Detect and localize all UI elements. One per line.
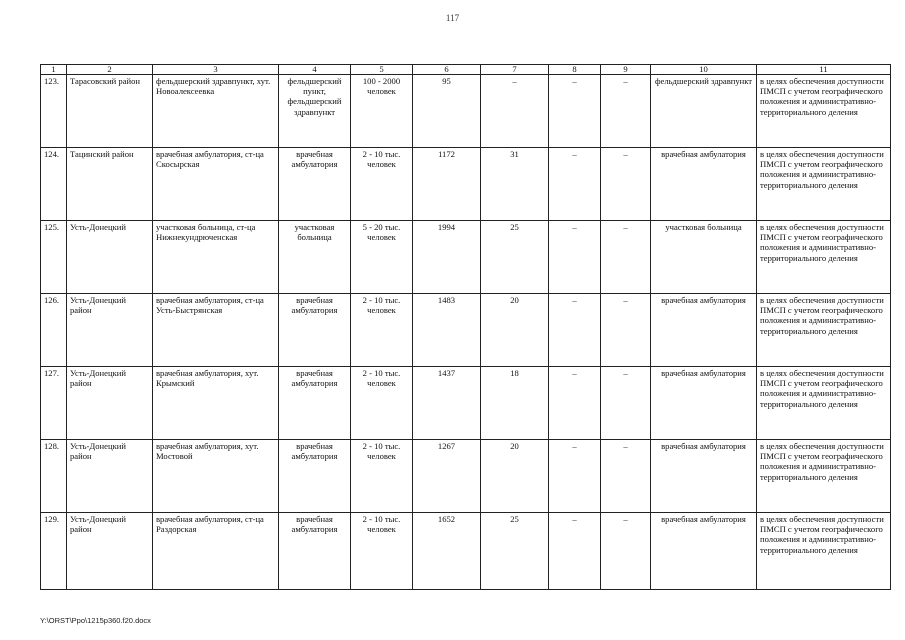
recommended-type-cell: врачебная амбулатория xyxy=(651,148,757,221)
population-count-cell: 1994 xyxy=(413,221,481,294)
justification-cell: в целях обеспечения доступности ПМСП с учетом географического положения и административно-территориального деления xyxy=(757,148,891,221)
facility-name-cell: врачебная амбулатория, хут. Крымский xyxy=(153,367,279,440)
district-cell: Усть-Донецкий район xyxy=(67,367,153,440)
table-row xyxy=(41,221,891,294)
header-row xyxy=(41,65,891,75)
population-count-cell: 1652 xyxy=(413,513,481,590)
population-range-cell: 5 - 20 тыс. человек xyxy=(351,221,413,294)
district-cell: Тарасовский район xyxy=(67,75,153,148)
footer-file-path: Y:\ORST\Ppo\1215p360.f20.docx xyxy=(40,616,151,625)
column-header: 9 xyxy=(601,65,651,75)
distance-km-cell: – xyxy=(481,75,549,148)
row-number-cell: 127. xyxy=(41,367,67,440)
column-header: 1 xyxy=(41,65,67,75)
justification-cell: в целях обеспечения доступности ПМСП с учетом географического положения и административно-территориального деления xyxy=(757,221,891,294)
justification-cell: в целях обеспечения доступности ПМСП с учетом географического положения и административно-территориального деления xyxy=(757,513,891,590)
row-number-cell: 123. xyxy=(41,75,67,148)
table-row xyxy=(41,294,891,367)
table-row xyxy=(41,513,891,590)
facility-type-cell: врачебная амбулатория xyxy=(279,367,351,440)
population-count-cell: 1267 xyxy=(413,440,481,513)
column-header: 8 xyxy=(549,65,601,75)
population-count-cell: 1483 xyxy=(413,294,481,367)
population-range-cell: 100 - 2000 человек xyxy=(351,75,413,148)
distance-km-cell: 25 xyxy=(481,221,549,294)
page-number: 117 xyxy=(445,13,460,23)
district-cell: Усть-Донецкий xyxy=(67,221,153,294)
value-col-9-cell: – xyxy=(601,148,651,221)
population-range-cell: 2 - 10 тыс. человек xyxy=(351,440,413,513)
recommended-type-cell: врачебная амбулатория xyxy=(651,294,757,367)
facility-name-cell: врачебная амбулатория, ст-ца Усть-Быстрянская xyxy=(153,294,279,367)
population-range-cell: 2 - 10 тыс. человек xyxy=(351,148,413,221)
value-col-8-cell: – xyxy=(549,294,601,367)
column-header: 4 xyxy=(279,65,351,75)
row-number-cell: 126. xyxy=(41,294,67,367)
facility-type-cell: врачебная амбулатория xyxy=(279,440,351,513)
value-col-8-cell: – xyxy=(549,221,601,294)
column-header: 5 xyxy=(351,65,413,75)
value-col-9-cell: – xyxy=(601,75,651,148)
value-col-9-cell: – xyxy=(601,367,651,440)
district-cell: Усть-Донецкий район xyxy=(67,294,153,367)
justification-cell: в целях обеспечения доступности ПМСП с учетом географического положения и административно-территориального деления xyxy=(757,440,891,513)
population-count-cell: 1437 xyxy=(413,367,481,440)
value-col-8-cell: – xyxy=(549,513,601,590)
district-cell: Усть-Донецкий район xyxy=(67,513,153,590)
column-header: 3 xyxy=(153,65,279,75)
value-col-8-cell: – xyxy=(549,440,601,513)
population-count-cell: 1172 xyxy=(413,148,481,221)
value-col-8-cell: – xyxy=(549,75,601,148)
population-range-cell: 2 - 10 тыс. человек xyxy=(351,294,413,367)
distance-km-cell: 20 xyxy=(481,294,549,367)
table-row xyxy=(41,75,891,148)
row-number-cell: 128. xyxy=(41,440,67,513)
facilities-table xyxy=(40,64,891,590)
justification-cell: в целях обеспечения доступности ПМСП с учетом географического положения и административно-территориального деления xyxy=(757,367,891,440)
facility-type-cell: врачебная амбулатория xyxy=(279,148,351,221)
table-row xyxy=(41,440,891,513)
value-col-9-cell: – xyxy=(601,440,651,513)
district-cell: Тацинский район xyxy=(67,148,153,221)
distance-km-cell: 31 xyxy=(481,148,549,221)
facility-name-cell: фельдшерский здравпункт, хут. Новоалексеевка xyxy=(153,75,279,148)
recommended-type-cell: врачебная амбулатория xyxy=(651,513,757,590)
value-col-8-cell: – xyxy=(549,367,601,440)
recommended-type-cell: участковая больница xyxy=(651,221,757,294)
column-header: 7 xyxy=(481,65,549,75)
column-header: 11 xyxy=(757,65,891,75)
population-range-cell: 2 - 10 тыс. человек xyxy=(351,367,413,440)
recommended-type-cell: врачебная амбулатория xyxy=(651,440,757,513)
facility-name-cell: участковая больница, ст-ца Нижнекундрюченская xyxy=(153,221,279,294)
column-header: 6 xyxy=(413,65,481,75)
facility-name-cell: врачебная амбулатория, ст-ца Скосырская xyxy=(153,148,279,221)
row-number-cell: 125. xyxy=(41,221,67,294)
distance-km-cell: 18 xyxy=(481,367,549,440)
distance-km-cell: 25 xyxy=(481,513,549,590)
value-col-9-cell: – xyxy=(601,294,651,367)
population-range-cell: 2 - 10 тыс. человек xyxy=(351,513,413,590)
justification-cell: в целях обеспечения доступности ПМСП с учетом географического положения и административно-территориального деления xyxy=(757,75,891,148)
recommended-type-cell: врачебная амбулатория xyxy=(651,367,757,440)
row-number-cell: 124. xyxy=(41,148,67,221)
facility-type-cell: участковая больница xyxy=(279,221,351,294)
table-body xyxy=(41,75,891,590)
recommended-type-cell: фельдшерский здравпункт xyxy=(651,75,757,148)
column-header: 10 xyxy=(651,65,757,75)
column-header: 2 xyxy=(67,65,153,75)
table-row xyxy=(41,148,891,221)
row-number-cell: 129. xyxy=(41,513,67,590)
justification-cell: в целях обеспечения доступности ПМСП с учетом географического положения и административно-территориального деления xyxy=(757,294,891,367)
facility-name-cell: врачебная амбулатория, хут. Мостовой xyxy=(153,440,279,513)
facility-type-cell: врачебная амбулатория xyxy=(279,513,351,590)
value-col-8-cell: – xyxy=(549,148,601,221)
value-col-9-cell: – xyxy=(601,513,651,590)
facility-type-cell: фельдшерский пункт, фельдшерский здравпункт xyxy=(279,75,351,148)
population-count-cell: 95 xyxy=(413,75,481,148)
facility-name-cell: врачебная амбулатория, ст-ца Раздорская xyxy=(153,513,279,590)
district-cell: Усть-Донецкий район xyxy=(67,440,153,513)
distance-km-cell: 20 xyxy=(481,440,549,513)
table-row xyxy=(41,367,891,440)
value-col-9-cell: – xyxy=(601,221,651,294)
facility-type-cell: врачебная амбулатория xyxy=(279,294,351,367)
